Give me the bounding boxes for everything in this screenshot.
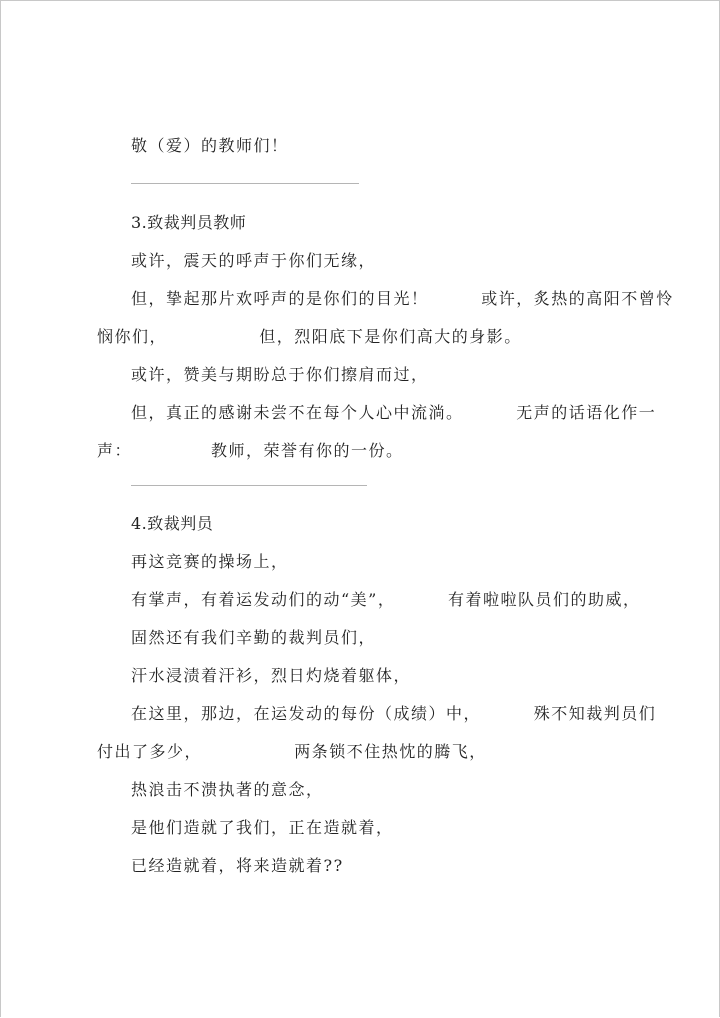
closing-line: 敬（爱）的教师们！: [131, 136, 289, 155]
section-3-line: 或许，震天的呼声于你们无缘，: [131, 251, 377, 270]
section-4-line: 固然还有我们辛勤的裁判员们，: [131, 628, 377, 647]
separator-2: [131, 485, 367, 486]
separator-1: [131, 183, 359, 184]
section-4-heading: 4.致裁判员: [131, 514, 214, 533]
section-3-line: 但，挚起那片欢呼声的是你们的目光！ 或许，炙热的高阳不曾怜: [131, 289, 674, 308]
section-3-line: 悯你们， 但，烈阳底下是你们高大的身影。: [97, 327, 522, 346]
section-3-heading: 3.致裁判员教师: [131, 213, 247, 232]
section-4-line: 热浪击不溃执著的意念，: [131, 780, 324, 799]
section-3-line: 或许，赞美与期盼总于你们擦肩而过，: [131, 365, 429, 384]
section-3-line: 但，真正的感谢未尝不在每个人心中流淌。 无声的话语化作一: [131, 403, 657, 422]
section-4-line: 有掌声，有着运发动们的动“美”， 有着啦啦队员们的助威，: [131, 590, 641, 609]
section-4-line: 是他们造就了我们，正在造就着，: [131, 818, 394, 837]
section-4-line: 付出了多少， 两条锁不住热忱的腾飞，: [97, 742, 487, 761]
section-4-line: 已经造就着，将来造就着??: [131, 856, 344, 875]
section-3-line: 声： 教师，荣誉有你的一份。: [97, 441, 404, 460]
section-4-line: 汗水浸渍着汗衫，烈日灼烧着躯体，: [131, 666, 412, 685]
section-4-line: 在这里，那边，在运发动的每份（成绩）中， 殊不知裁判员们: [131, 704, 657, 723]
section-4-line: 再这竞赛的操场上，: [131, 552, 289, 571]
